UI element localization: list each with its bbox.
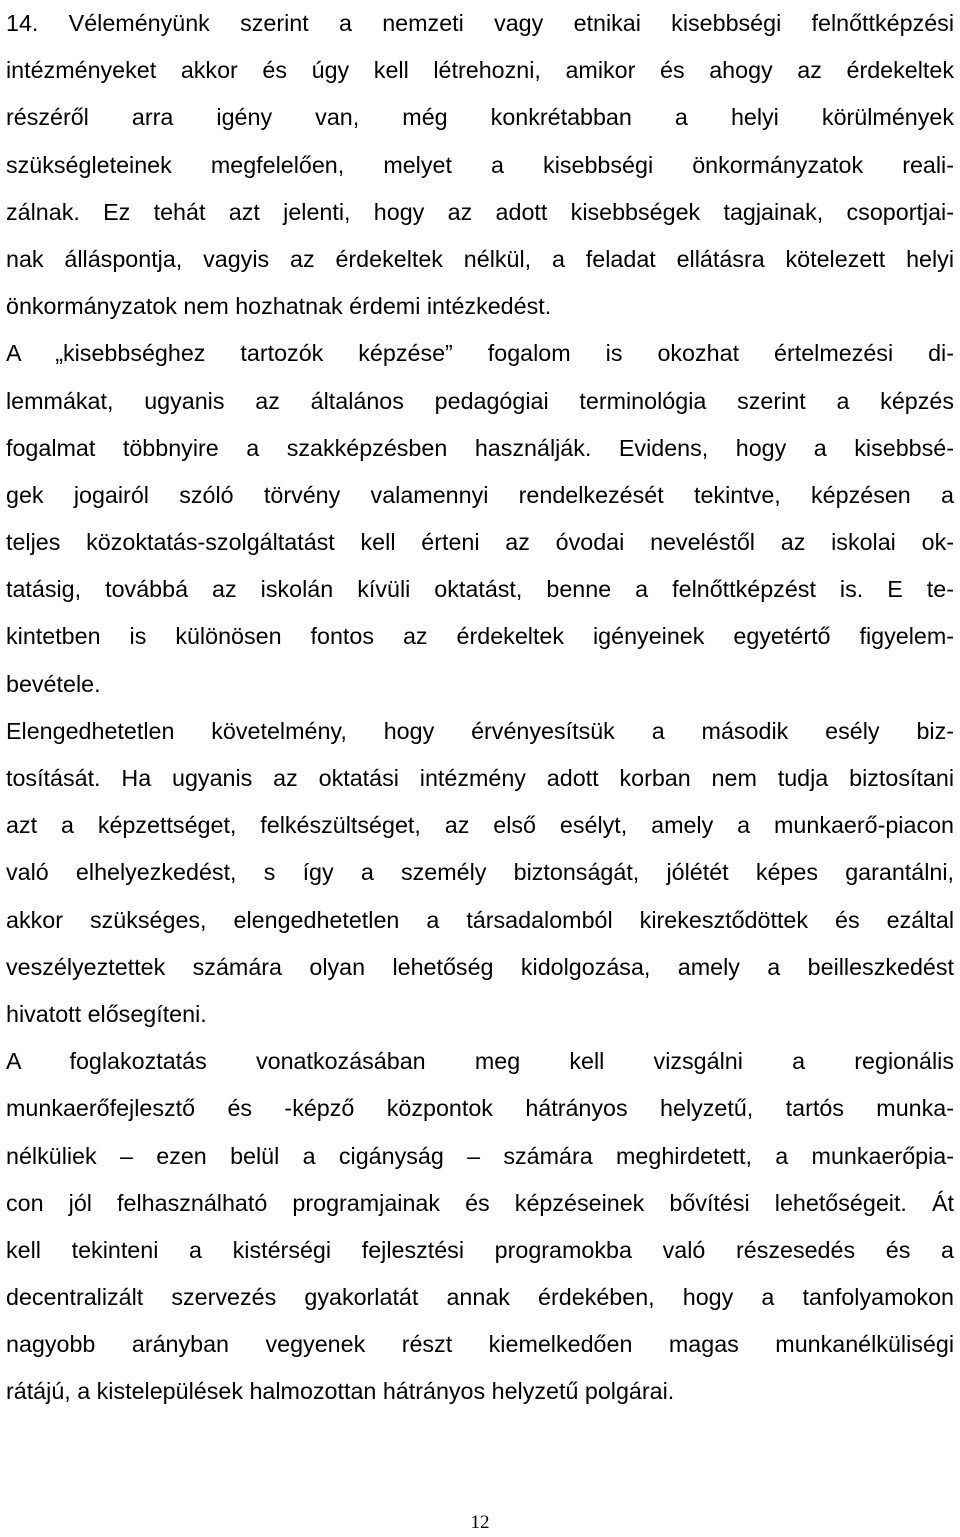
text-line: fogalmat többnyire a szakképzésben használják. Evidens, hogy a kisebbsé- [6,434,954,461]
text-line: zálnak. Ez tehát azt jelenti, hogy az adott kisebbségek tagjainak, csoportjai- [6,198,954,225]
text-line: bevétele. [6,670,101,697]
text-line: A foglakoztatás vonatkozásában meg kell vizsgálni a regionális [6,1048,954,1075]
text-line: rátájú, a kistelepülések halmozottan hátrányos helyzetű polgárai. [6,1378,675,1405]
text-line: veszélyeztettek számára olyan lehetőség kidolgozása, amely a beilleszkedést [6,953,954,980]
page-number: 12 [470,1512,490,1533]
text-line: kintetben is különösen fontos az érdekeltek igényeinek egyetértő figyelem- [6,623,954,650]
text-line: részéről arra igény van, még konkrétabban a helyi körülmények [6,104,954,131]
text-line: 14. Véleményünk szerint a nemzeti vagy etnikai kisebbségi felnőttképzési [6,10,954,36]
text-line: intézményeket akkor és úgy kell létrehozni, amikor és ahogy az érdekeltek [6,57,954,84]
document-body [6,0,954,1416]
text-line: munkaerőfejlesztő és -képző központok hátrányos helyzetű, tartós munka- [6,1095,954,1122]
text-line: nak álláspontja, vagyis az érdekeltek nélkül, a feladat ellátásra kötelezett helyi [6,245,954,272]
text-line: nélküliek – ezen belül a cigányság – számára meghirdetett, a munkaerőpia- [6,1142,954,1169]
text-line: tosítását. Ha ugyanis az oktatási intézmény adott korban nem tudja biztosítani [6,765,954,791]
text-line: szükségleteinek megfelelően, melyet a kisebbségi önkormányzatok reali- [6,151,954,178]
text-line: nagyobb arányban vegyenek részt kiemelkedően magas munkanélküliségi [6,1331,954,1358]
text-line: teljes közoktatás-szolgáltatást kell érteni az óvodai neveléstől az iskolai ok- [6,529,954,556]
text-line: decentralizált szervezés gyakorlatát annak érdekében, hogy a tanfolyamokon [6,1284,954,1311]
text-line: hivatott elősegíteni. [6,1000,207,1027]
text-line: Elengedhetetlen követelmény, hogy érvényesítsük a második esély biz- [6,717,954,744]
text-line: A „kisebbséghez tartozók képzése” fogalom is okozhat értelmezési di- [6,340,954,367]
text-line: önkormányzatok nem hozhatnak érdemi intézkedést. [6,293,552,320]
text-line: lemmákat, ugyanis az általános pedagógiai terminológia szerint a képzés [6,387,954,414]
text-line: tatásig, továbbá az iskolán kívüli oktatást, benne a felnőttképzést is. E te- [6,576,954,603]
text-line: kell tekinteni a kistérségi fejlesztési programokba való részesedés és a [6,1236,954,1263]
text-line: azt a képzettséget, felkészültséget, az első esélyt, amely a munkaerő-piacon [6,812,954,839]
text-line: való elhelyezkedést, s így a személy biztonságát, jólétét képes garantálni, [6,859,954,886]
text-line: gek jogairól szóló törvény valamennyi rendelkezését tekintve, képzésen a [6,481,954,508]
text-line: con jól felhasználható programjainak és képzéseinek bővítési lehetőségeit. Át [6,1189,954,1216]
text-line: akkor szükséges, elengedhetetlen a társadalomból kirekesztődöttek és ezáltal [6,906,954,933]
